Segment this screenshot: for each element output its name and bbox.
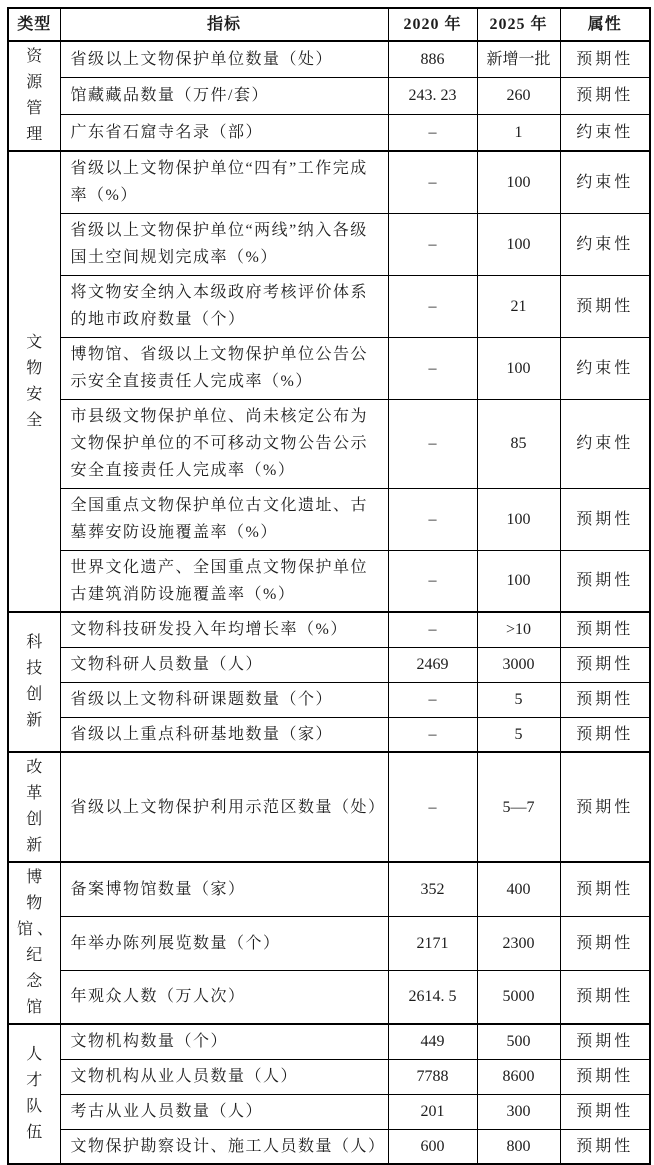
table-row xyxy=(8,752,650,862)
attribute-cell: 预期性 xyxy=(560,275,650,337)
value-2020-cell: – xyxy=(388,213,477,275)
indicator-cell: 备案博物馆数量（家） xyxy=(60,862,388,916)
header-attribute: 属性 xyxy=(560,8,650,41)
table-row xyxy=(8,647,650,682)
value-2025-cell: 100 xyxy=(477,151,560,213)
indicator-cell: 市县级文物保护单位、尚未核定公布为文物保护单位的不可移动文物公告公示安全直接责任人完成率（%） xyxy=(60,399,388,488)
value-2025-cell: 800 xyxy=(477,1129,560,1164)
value-2020-cell: – xyxy=(388,399,477,488)
value-2020-cell: 449 xyxy=(388,1024,477,1059)
value-2020-cell: – xyxy=(388,114,477,151)
table-row xyxy=(8,1094,650,1129)
type-cell: 文物安全 xyxy=(8,151,60,612)
table-row xyxy=(8,1059,650,1094)
header-indicator: 指标 xyxy=(60,8,388,41)
attribute-cell: 预期性 xyxy=(560,550,650,612)
indicator-cell: 省级以上文物科研课题数量（个） xyxy=(60,682,388,717)
indicator-cell: 省级以上重点科研基地数量（家） xyxy=(60,717,388,752)
attribute-cell: 约束性 xyxy=(560,114,650,151)
attribute-cell: 预期性 xyxy=(560,1129,650,1164)
value-2025-cell: 8600 xyxy=(477,1059,560,1094)
attribute-cell: 预期性 xyxy=(560,916,650,970)
value-2020-cell: 201 xyxy=(388,1094,477,1129)
table-row xyxy=(8,213,650,275)
table-row xyxy=(8,1129,650,1164)
value-2025-cell: 400 xyxy=(477,862,560,916)
header-row xyxy=(8,8,650,41)
value-2025-cell: 300 xyxy=(477,1094,560,1129)
indicator-cell: 全国重点文物保护单位古文化遗址、古墓葬安防设施覆盖率（%） xyxy=(60,488,388,550)
table-row xyxy=(8,337,650,399)
table-row xyxy=(8,275,650,337)
type-cell: 博物馆、纪念馆 xyxy=(8,862,60,1024)
value-2025-cell: 100 xyxy=(477,337,560,399)
header-type: 类型 xyxy=(8,8,60,41)
value-2020-cell: – xyxy=(388,337,477,399)
value-2025-cell: 85 xyxy=(477,399,560,488)
value-2025-cell: 100 xyxy=(477,213,560,275)
indicator-cell: 年举办陈列展览数量（个） xyxy=(60,916,388,970)
indicator-cell: 文物科技研发投入年均增长率（%） xyxy=(60,612,388,647)
type-cell: 人才队伍 xyxy=(8,1024,60,1164)
value-2020-cell: – xyxy=(388,488,477,550)
attribute-cell: 预期性 xyxy=(560,862,650,916)
header-2020: 2020 年 xyxy=(388,8,477,41)
value-2020-cell: – xyxy=(388,717,477,752)
attribute-cell: 约束性 xyxy=(560,337,650,399)
attribute-cell: 约束性 xyxy=(560,151,650,213)
value-2025-cell: 5000 xyxy=(477,970,560,1024)
value-2025-cell: 新增一批 xyxy=(477,41,560,78)
value-2020-cell: 886 xyxy=(388,41,477,78)
attribute-cell: 预期性 xyxy=(560,647,650,682)
value-2025-cell: 5—7 xyxy=(477,752,560,862)
table-row xyxy=(8,717,650,752)
value-2025-cell: 500 xyxy=(477,1024,560,1059)
value-2025-cell: 260 xyxy=(477,78,560,115)
attribute-cell: 预期性 xyxy=(560,752,650,862)
table-row xyxy=(8,862,650,916)
table-row xyxy=(8,488,650,550)
value-2020-cell: 7788 xyxy=(388,1059,477,1094)
indicator-cell: 馆藏藏品数量（万件/套） xyxy=(60,78,388,115)
attribute-cell: 预期性 xyxy=(560,717,650,752)
indicator-cell: 考古从业人员数量（人） xyxy=(60,1094,388,1129)
value-2025-cell: 100 xyxy=(477,488,560,550)
attribute-cell: 预期性 xyxy=(560,1024,650,1059)
type-cell: 资源管理 xyxy=(8,41,60,151)
attribute-cell: 预期性 xyxy=(560,1059,650,1094)
attribute-cell: 约束性 xyxy=(560,213,650,275)
value-2025-cell: 5 xyxy=(477,717,560,752)
table-row xyxy=(8,399,650,488)
value-2020-cell: 352 xyxy=(388,862,477,916)
indicator-cell: 省级以上文物保护单位数量（处） xyxy=(60,41,388,78)
value-2025-cell: 21 xyxy=(477,275,560,337)
attribute-cell: 预期性 xyxy=(560,682,650,717)
indicator-cell: 广东省石窟寺名录（部） xyxy=(60,114,388,151)
attribute-cell: 预期性 xyxy=(560,78,650,115)
indicator-cell: 博物馆、省级以上文物保护单位公告公示安全直接责任人完成率（%） xyxy=(60,337,388,399)
value-2020-cell: 243. 23 xyxy=(388,78,477,115)
value-2025-cell: >10 xyxy=(477,612,560,647)
value-2020-cell: – xyxy=(388,612,477,647)
value-2025-cell: 1 xyxy=(477,114,560,151)
table-row xyxy=(8,151,650,213)
indicator-cell: 将文物安全纳入本级政府考核评价体系的地市政府数量（个） xyxy=(60,275,388,337)
value-2020-cell: – xyxy=(388,752,477,862)
attribute-cell: 预期性 xyxy=(560,41,650,78)
value-2020-cell: – xyxy=(388,550,477,612)
value-2020-cell: – xyxy=(388,151,477,213)
value-2025-cell: 2300 xyxy=(477,916,560,970)
table-row xyxy=(8,916,650,970)
indicator-cell: 世界文化遗产、全国重点文物保护单位古建筑消防设施覆盖率（%） xyxy=(60,550,388,612)
value-2025-cell: 3000 xyxy=(477,647,560,682)
type-cell: 改革创新 xyxy=(8,752,60,862)
attribute-cell: 约束性 xyxy=(560,399,650,488)
value-2025-cell: 5 xyxy=(477,682,560,717)
indicator-cell: 省级以上文物保护单位“两线”纳入各级国土空间规划完成率（%） xyxy=(60,213,388,275)
attribute-cell: 预期性 xyxy=(560,612,650,647)
value-2020-cell: 2469 xyxy=(388,647,477,682)
attribute-cell: 预期性 xyxy=(560,970,650,1024)
value-2020-cell: 600 xyxy=(388,1129,477,1164)
table-row xyxy=(8,1024,650,1059)
indicator-cell: 年观众人数（万人次） xyxy=(60,970,388,1024)
indicator-cell: 文物科研人员数量（人） xyxy=(60,647,388,682)
table-row xyxy=(8,550,650,612)
table-row xyxy=(8,78,650,115)
attribute-cell: 预期性 xyxy=(560,488,650,550)
type-cell: 科技创新 xyxy=(8,612,60,752)
indicator-cell: 文物保护勘察设计、施工人员数量（人） xyxy=(60,1129,388,1164)
value-2020-cell: 2614. 5 xyxy=(388,970,477,1024)
table-row xyxy=(8,970,650,1024)
table-row xyxy=(8,682,650,717)
indicator-cell: 省级以上文物保护单位“四有”工作完成率（%） xyxy=(60,151,388,213)
indicators-table xyxy=(7,7,651,1165)
table-row xyxy=(8,114,650,151)
table-row xyxy=(8,41,650,78)
value-2025-cell: 100 xyxy=(477,550,560,612)
table-row xyxy=(8,612,650,647)
header-2025: 2025 年 xyxy=(477,8,560,41)
attribute-cell: 预期性 xyxy=(560,1094,650,1129)
indicator-cell: 文物机构从业人员数量（人） xyxy=(60,1059,388,1094)
value-2020-cell: – xyxy=(388,682,477,717)
indicator-cell: 省级以上文物保护利用示范区数量（处） xyxy=(60,752,388,862)
value-2020-cell: – xyxy=(388,275,477,337)
indicator-cell: 文物机构数量（个） xyxy=(60,1024,388,1059)
value-2020-cell: 2171 xyxy=(388,916,477,970)
